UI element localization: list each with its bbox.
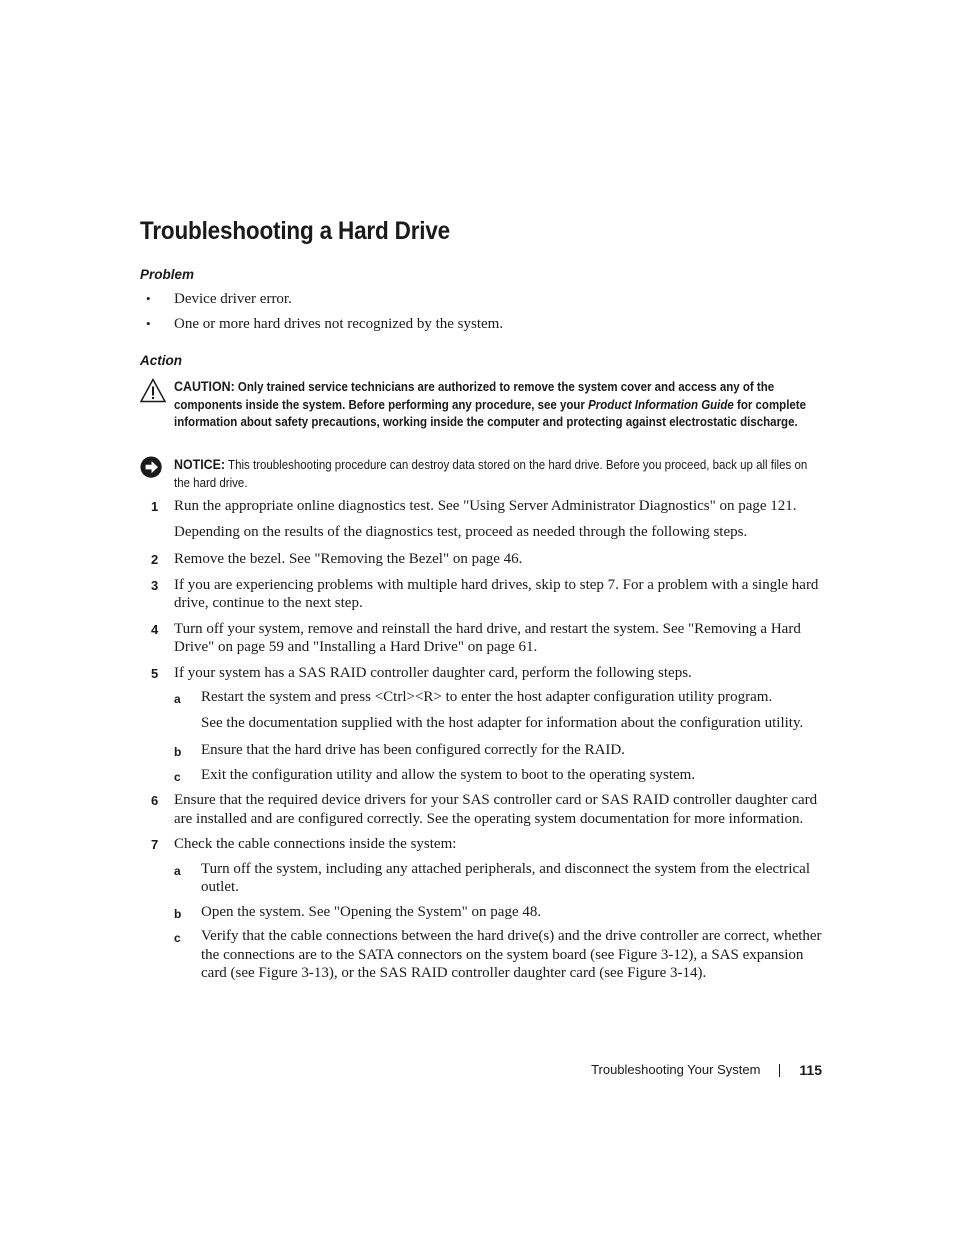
warning-triangle-icon bbox=[140, 378, 166, 404]
step-3 bbox=[140, 576, 830, 613]
page-title: Troubleshooting a Hard Drive bbox=[140, 217, 451, 245]
bullet-icon: • bbox=[146, 316, 151, 331]
substep-7b bbox=[174, 903, 830, 922]
caution-guide-title: Product Information Guide bbox=[588, 397, 734, 412]
step-1 bbox=[140, 497, 830, 541]
list-item-text: Device driver error. bbox=[174, 291, 292, 307]
step-6 bbox=[140, 791, 830, 828]
substep-letter: a bbox=[174, 863, 181, 878]
step-2 bbox=[140, 550, 830, 569]
step-7 bbox=[140, 835, 830, 983]
step-text: Turn off your system, remove and reinstall the hard drive, and restart the system. See "Removing a Hard Drive" on page 59 and "Installing a Hard Drive" on page 61. bbox=[174, 620, 801, 655]
step-4 bbox=[140, 620, 830, 657]
step-number: 6 bbox=[151, 793, 159, 808]
step-text: Remove the bezel. See "Removing the Bezel" on page 46. bbox=[174, 551, 523, 567]
substep-text: Ensure that the hard drive has been configured correctly for the RAID. bbox=[201, 742, 626, 758]
substep-5c bbox=[174, 766, 830, 785]
substep-5a bbox=[174, 688, 830, 732]
step-text: Check the cable connections inside the system: bbox=[174, 836, 457, 852]
step-number: 7 bbox=[151, 837, 159, 852]
step-text: Ensure that the required device drivers for your SAS controller card or SAS RAID controller daughter card are installed and are configured correctly. See the operating system documentation for more information. bbox=[174, 792, 818, 827]
substep-letter: b bbox=[174, 906, 182, 921]
substep-text: Verify that the cable connections between the hard drive(s) and the drive controller are correct, whether the connections are to the SATA connectors on the system board (see Figure 3-12), a SAS expansion card (see Figure 3-13), or the SAS RAID controller daughter card (see Figure 3-14). bbox=[201, 928, 822, 981]
list-item bbox=[146, 290, 826, 308]
step-number: 1 bbox=[151, 499, 159, 514]
problem-list bbox=[146, 290, 826, 333]
notice-label: NOTICE: bbox=[174, 457, 226, 472]
step-number: 4 bbox=[151, 621, 159, 637]
substep-text: Open the system. See "Opening the System" on page 48. bbox=[201, 903, 542, 920]
caution-label: CAUTION: bbox=[174, 379, 235, 394]
substep-7a bbox=[174, 860, 830, 897]
action-heading: Action bbox=[140, 353, 182, 368]
substep-5b bbox=[174, 741, 830, 760]
substep-text: Turn off the system, including any attached peripherals, and disconnect the system from the electrical outlet. bbox=[201, 860, 810, 895]
notice-text bbox=[174, 456, 814, 492]
substep-7c bbox=[174, 927, 830, 983]
step-text: Run the appropriate online diagnostics test. See "Using Server Administrator Diagnostics" on page 121. bbox=[174, 498, 797, 514]
caution-body: Only trained service technicians are authorized to remove the system cover and access any of the components inside the system. Before performing any procedure, see your bbox=[174, 380, 775, 412]
page-footer bbox=[591, 1061, 822, 1079]
caution-body-cont: for complete information about safety precautions, working inside the computer and protecting against electrostatic discharge. bbox=[174, 397, 807, 429]
list-item-text: One or more hard drives not recognized by the system. bbox=[174, 316, 504, 332]
substep-letter: c bbox=[174, 769, 181, 784]
step-number: 3 bbox=[151, 577, 159, 593]
footer-section-title: Troubleshooting Your System bbox=[591, 1062, 761, 1077]
notice-note bbox=[140, 456, 820, 492]
bullet-icon: • bbox=[146, 291, 151, 306]
substep-note: See the documentation supplied with the host adapter for information about the configuration utility. bbox=[201, 714, 804, 731]
caution-note bbox=[140, 378, 820, 450]
notice-body: This troubleshooting procedure can destroy data stored on the hard drive. Before you proceed, back up all files on the hard drive. bbox=[174, 458, 808, 490]
step-text: If you are experiencing problems with multiple hard drives, skip to step 7. For a problem with a single hard drive, continue to the next step. bbox=[174, 576, 819, 611]
substep-letter: c bbox=[174, 931, 181, 945]
footer-divider bbox=[779, 1064, 780, 1077]
problem-heading: Problem bbox=[140, 267, 195, 282]
step-text: If your system has a SAS RAID controller daughter card, perform the following steps. bbox=[174, 664, 692, 681]
substep-text: Exit the configuration utility and allow the system to boot to the operating system. bbox=[201, 766, 696, 783]
page-number: 115 bbox=[799, 1062, 822, 1078]
step-5 bbox=[140, 664, 830, 785]
procedure-steps bbox=[140, 497, 830, 990]
step-note: Depending on the results of the diagnostics test, proceed as needed through the following steps. bbox=[174, 523, 748, 540]
step-number: 2 bbox=[151, 552, 159, 567]
step-number: 5 bbox=[151, 665, 159, 681]
substep-text: Restart the system and press <Ctrl><R> to enter the host adapter configuration utility program. bbox=[201, 689, 773, 705]
caution-text bbox=[174, 378, 814, 432]
list-item bbox=[146, 315, 826, 333]
substep-letter: b bbox=[174, 745, 182, 759]
substep-letter: a bbox=[174, 692, 181, 706]
notice-arrow-icon bbox=[140, 456, 164, 480]
